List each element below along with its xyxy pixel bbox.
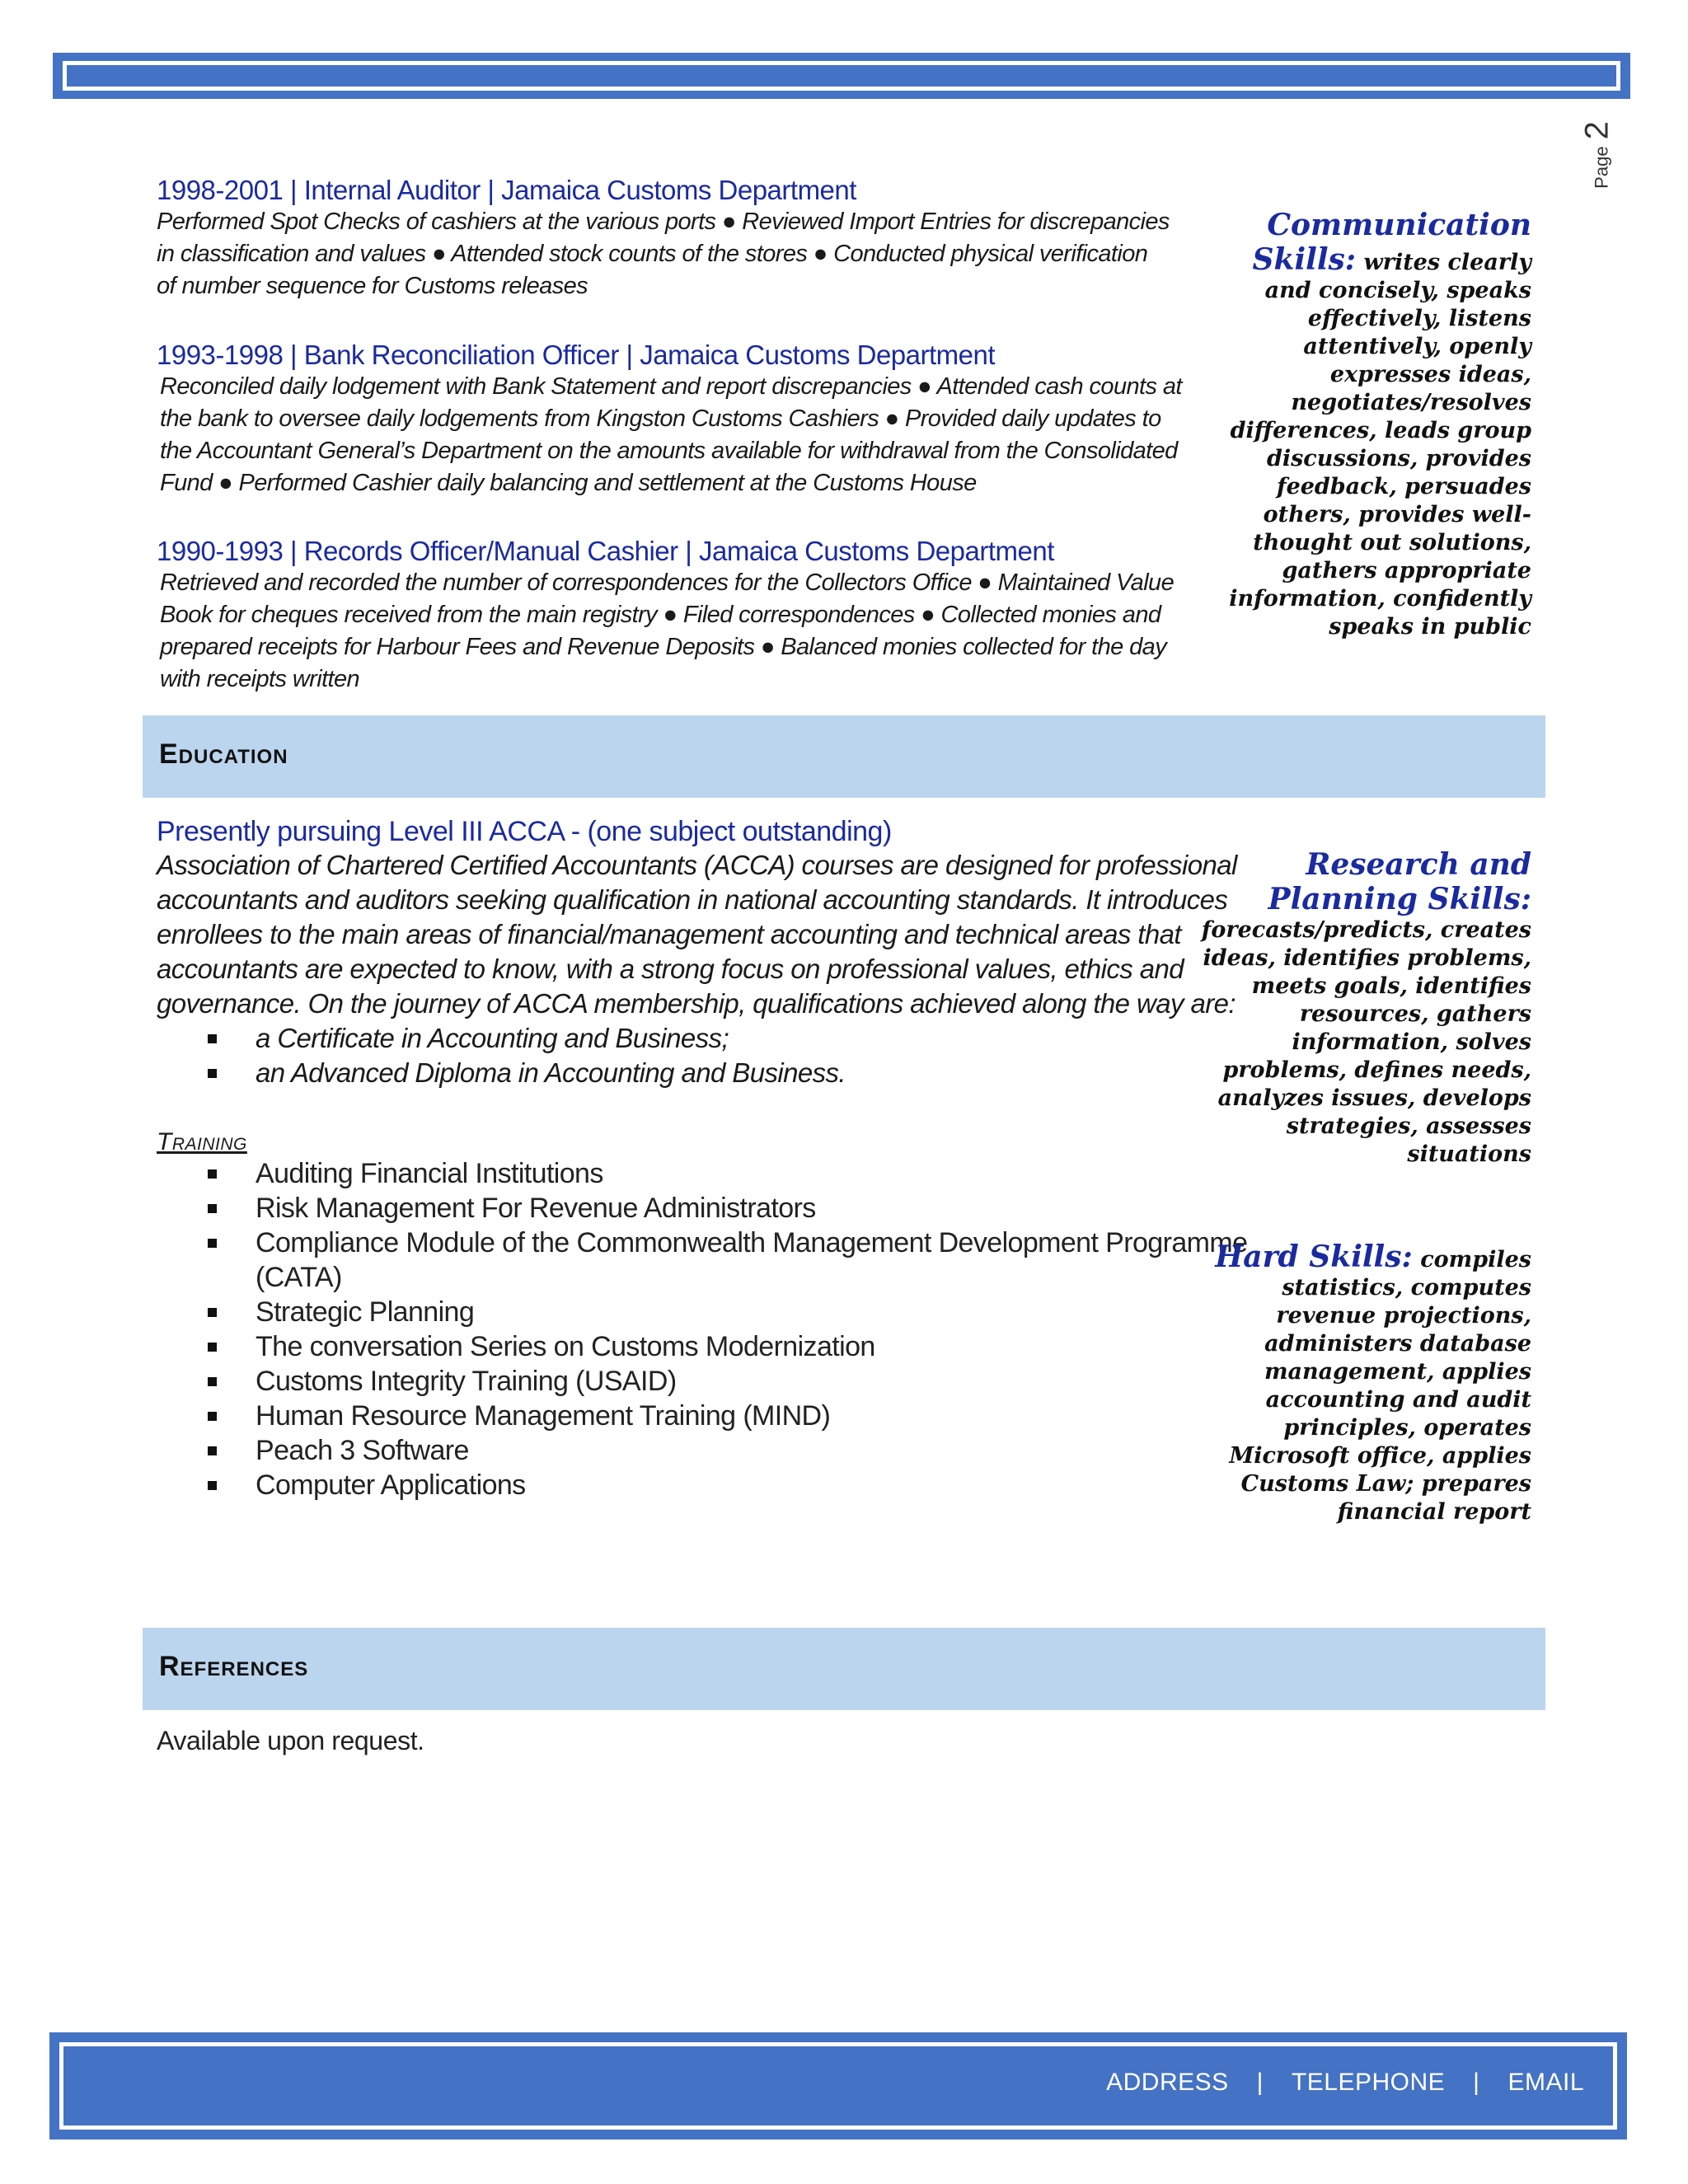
skills-text: principles, operates [1283,1415,1531,1441]
job-description-line: in classification and values ● Attended stock counts of the stores ● Conducted physical verification [157,241,1148,267]
contact-info [1106,2069,1584,2097]
research-planning-skills [1202,847,1531,1169]
job-title: 1998-2001 | Internal Auditor | Jamaica Customs Department [157,175,856,205]
job-entry [157,536,1199,696]
skills-text: forecasts/predicts, creates [1201,917,1531,943]
job-description-line: Reconciled daily lodgement with Bank Statement and report discrepancies ● Attended cash counts at [160,373,1182,400]
skills-text: attentively, openly [1303,334,1531,359]
skills-text: ideas, identifies problems, [1203,945,1531,971]
job-description [160,371,1199,499]
skills-text: accounting and audit [1265,1387,1531,1413]
job-description [160,567,1199,696]
skills-text: analyzes issues, develops [1217,1085,1531,1111]
skills-text: differences, leads group [1230,418,1531,443]
training-heading: Training [157,1128,247,1155]
skills-heading: Research and [1306,847,1531,882]
list-item: Risk Management For Revenue Administrators [157,1191,1199,1226]
skills-text: financial report [1337,1499,1531,1525]
section-title: References [159,1651,309,1682]
job-title: 1993-1998 | Bank Reconciliation Officer | Jamaica Customs Department [157,340,996,370]
skills-text: problems, defines needs, [1222,1057,1531,1083]
skills-text: management, applies [1264,1359,1531,1385]
skills-text: administers database [1264,1331,1531,1357]
job-entry [157,175,1199,302]
education-line: accountants are expected to know, with a strong focus on professional values, ethics and [157,954,1184,984]
skills-text: effectively, listens [1307,306,1531,331]
separator: | [1473,2069,1480,2096]
telephone-link[interactable]: TELEPHONE [1291,2069,1446,2096]
skills-text: negotiates/resolves [1291,390,1531,415]
skills-text: thought out solutions, [1253,530,1531,555]
skills-heading: Skills: [1252,242,1357,277]
list-item: an Advanced Diploma in Accounting and Business. [157,1056,1199,1090]
skills-text: information, confidently [1229,586,1531,612]
skills-text: information, solves [1292,1029,1531,1055]
job-description-line: Book for cheques received from the main registry ● Filed correspondences ● Collected monies and [160,602,1161,628]
list-item: The conversation Series on Customs Modernization [157,1329,1199,1364]
skills-text: resources, gathers [1299,1001,1531,1027]
job-description-line: Performed Spot Checks of cashiers at the various ports ● Reviewed Import Entries for discrepancies [157,209,1170,235]
list-item: Human Resource Management Training (MIND) [157,1399,1199,1433]
references-section-header [143,1628,1545,1710]
list-item: Strategic Planning [157,1295,1199,1329]
footer-bar [49,2032,1627,2139]
education-description [157,848,1237,1090]
page-number [1578,114,1615,196]
separator: | [1256,2069,1264,2096]
job-description-line: the bank to oversee daily lodgements from Kingston Customs Cashiers ● Provided daily updates to [160,405,1161,432]
job-description-line: of number sequence for Customs releases [157,273,588,299]
skills-text: discussions, provides [1266,446,1531,471]
skills-text: gathers appropriate [1282,558,1531,583]
list-item: Customs Integrity Training (USAID) [157,1364,1199,1399]
skills-text: compiles [1420,1247,1531,1272]
job-description-line: Retrieved and recorded the number of correspondences for the Collectors Office ● Maintained Value [160,569,1175,596]
references-text: Available upon request. [157,1726,424,1755]
skills-text: meets goals, identifies [1251,973,1531,999]
skills-heading: Planning Skills: [1268,882,1531,916]
skills-text: statistics, computes [1282,1275,1531,1301]
section-title: Education [159,738,288,770]
job-description-line: with receipts written [160,666,360,692]
skills-text: situations [1407,1141,1531,1167]
skills-text: strategies, assesses [1286,1113,1531,1139]
education-line: accountants and auditors seeking qualification in national accounting standards. It introduces [157,884,1228,915]
page-label: Page [1591,146,1612,189]
job-description-line: prepared receipts for Harbour Fees and Revenue Deposits ● Balanced monies collected for the day [160,634,1167,660]
education-line: Association of Chartered Certified Accountants (ACCA) courses are designed for professional [157,850,1237,880]
job-description-line: Fund ● Performed Cashier daily balancing and settlement at the Customs House [160,470,977,496]
hard-skills [1215,1240,1531,1526]
address-link[interactable]: ADDRESS [1106,2069,1229,2096]
job-description-line: the Accountant General’s Department on the amounts available for withdrawal from the Consolidated [160,438,1178,464]
education-line: enrollees to the main areas of financial/management accounting and technical areas that [157,919,1181,949]
skills-text: others, provides well- [1263,502,1531,527]
list-item: Peach 3 Software [157,1433,1199,1468]
skills-text: and concisely, speaks [1264,278,1531,303]
list-item: Compliance Module of the Commonwealth Management Development Programme [157,1226,1199,1260]
education-heading: Presently pursuing Level III ACCA - (one subject outstanding) [157,816,892,847]
skills-text: speaks in public [1329,614,1531,640]
job-entry [157,340,1199,499]
qualifications-list [157,1021,1199,1090]
skills-text: writes clearly [1363,250,1531,275]
skills-text: Microsoft office, applies [1229,1443,1531,1469]
job-description [157,206,1199,302]
training-list [157,1156,1248,1502]
skills-heading: Communication [1267,208,1531,242]
page-number-value: 2 [1578,121,1615,140]
skills-text: expresses ideas, [1329,362,1531,387]
list-item: a Certificate in Accounting and Business; [157,1021,1199,1056]
skills-text: Customs Law; prepares [1240,1471,1531,1497]
list-item-continuation: (CATA) [256,1262,342,1293]
job-title: 1990-1993 | Records Officer/Manual Cashier | Jamaica Customs Department [157,536,1054,566]
list-item: Computer Applications [157,1468,1199,1502]
skills-heading: Hard Skills: [1215,1240,1413,1274]
skills-text: feedback, persuades [1276,474,1531,499]
education-line: governance. On the journey of ACCA membership, qualifications achieved along the way are: [157,988,1236,1019]
header-bar-inner [63,61,1620,91]
education-section-header [143,715,1545,798]
email-link[interactable]: EMAIL [1507,2069,1584,2096]
education-content [157,816,1248,1502]
header-bar [53,53,1630,99]
list-item: Auditing Financial Institutions [157,1156,1199,1191]
skills-text: revenue projections, [1276,1303,1531,1329]
communication-skills [1229,208,1531,641]
